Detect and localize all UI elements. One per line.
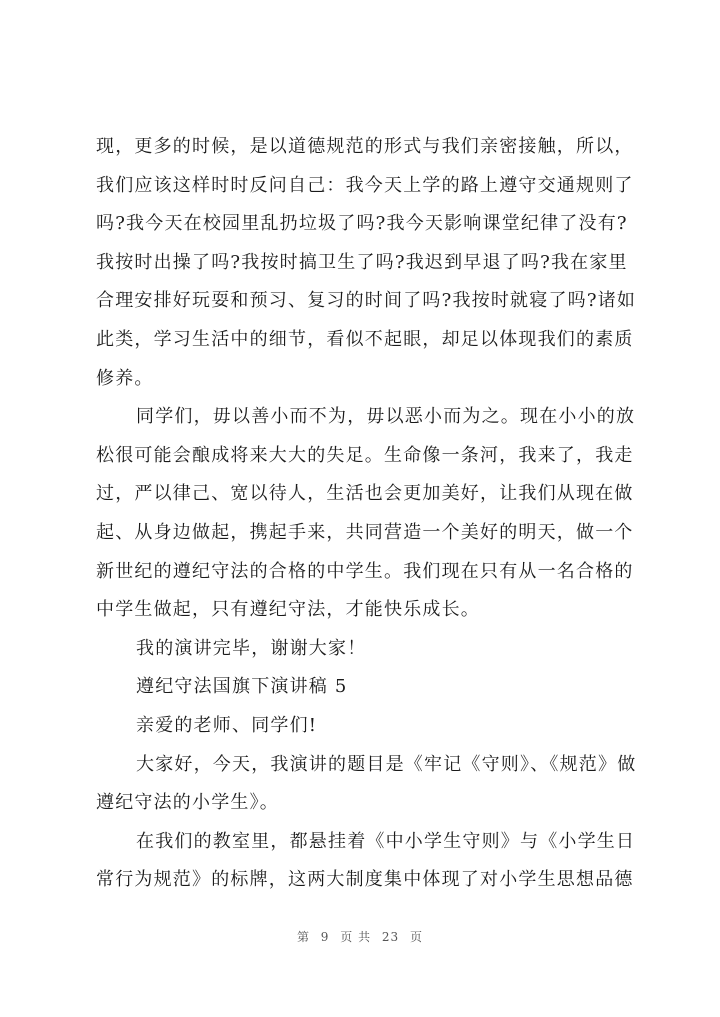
text-line: 合理安排好玩耍和预习、复习的时间了吗?我按时就寝了吗?诸如 (96, 290, 637, 312)
text-line: 大家好，今天，我演讲的题目是《牢记《守则》、《规范》做 (136, 753, 637, 775)
text-line: 亲爱的老师、同学们! (136, 714, 318, 736)
text-line: 我按时出操了吗?我按时搞卫生了吗?我迟到早退了吗?我在家里 (96, 251, 628, 273)
text-line: 吗?我今天在校园里乱扔垃圾了吗?我今天影响课堂纪律了没有? (96, 213, 628, 235)
footer-prefix: 第 (296, 930, 310, 944)
text-line: 我的演讲完毕，谢谢大家！ (136, 637, 367, 659)
page-footer (0, 928, 720, 945)
text-line: 遵纪守法国旗下演讲稿 5 (136, 676, 348, 698)
text-line: 我们应该这样时时反问自己：我今天上学的路上遵守交通规则了 (96, 174, 634, 196)
text-line: 同学们，毋以善小而不为，毋以恶小而为之。现在小小的放 (136, 406, 636, 428)
text-line: 此类，学习生活中的细节，看似不起眼，却足以体现我们的素质 (96, 328, 634, 350)
text-line: 在我们的教室里，都悬挂着《中小学生守则》与《小学生日 (136, 830, 636, 852)
text-line: 现，更多的时候，是以道德规范的形式与我们亲密接触，所以， (96, 136, 634, 157)
text-line: 起、从身边做起，携起手来，共同营造一个美好的明天，做一个 (96, 521, 634, 543)
text-line: 遵纪守法的小学生》。 (96, 792, 279, 814)
text-line: 修养。 (96, 367, 154, 389)
footer-current-page: 9 (320, 930, 330, 944)
text-line: 过，严以律己、宽以待人，生活也会更加美好，让我们从现在做 (96, 483, 634, 505)
text-line: 中学生做起，只有遵纪守法，才能快乐成长。 (96, 599, 480, 621)
text-line: 松很可能会酿成将来大大的失足。生命像一条河，我来了，我走 (96, 444, 634, 466)
text-line: 新世纪的遵纪守法的合格的中学生。我们现在只有从一名合格的 (96, 560, 634, 582)
footer-suffix: 页 (410, 930, 424, 944)
footer-total-pages: 23 (381, 930, 400, 944)
text-line: 常行为规范》的标牌，这两大制度集中体现了对小学生思想品德 (96, 869, 634, 891)
footer-middle: 页 共 (340, 930, 372, 944)
document-body (96, 128, 644, 900)
